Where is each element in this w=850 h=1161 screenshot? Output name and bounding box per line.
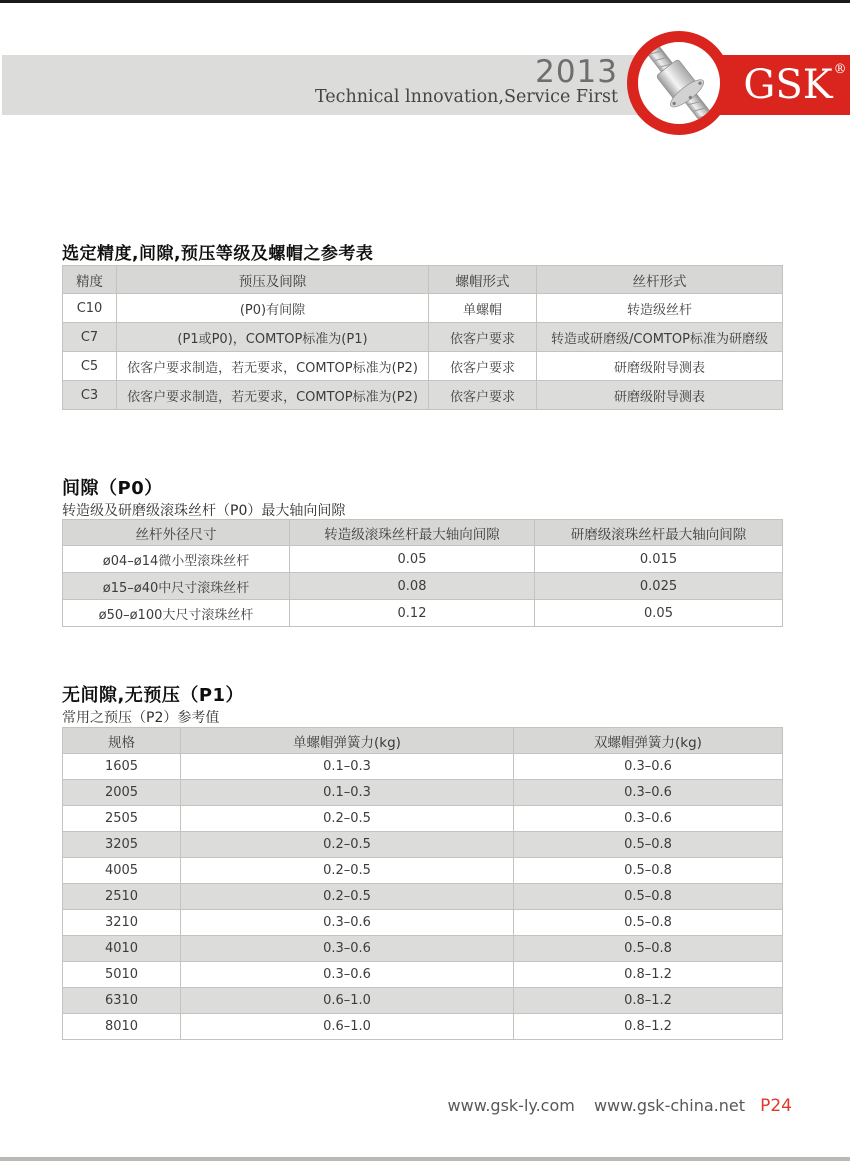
table-cell: 0.2–0.5	[181, 884, 514, 910]
table-cell: 0.08	[290, 573, 535, 600]
table-row	[63, 352, 783, 381]
table-cell: 0.8–1.2	[514, 988, 783, 1014]
table-cell: 0.5–0.8	[514, 832, 783, 858]
table-row	[63, 832, 783, 858]
table-cell: 0.6–1.0	[181, 1014, 514, 1040]
registered-trademark-icon: ®	[833, 62, 847, 77]
table-cell: 研磨级附导测表	[537, 352, 783, 381]
table-cell: 0.8–1.2	[514, 962, 783, 988]
table-cell: 依客户要求	[429, 352, 537, 381]
table-cell: 0.5–0.8	[514, 884, 783, 910]
table-row	[63, 988, 783, 1014]
table-cell: 0.2–0.5	[181, 858, 514, 884]
table-cell: 0.3–0.6	[181, 910, 514, 936]
footer-url-2: www.gsk-china.net	[593, 1096, 746, 1115]
section3-subtitle: 常用之预压（P2）参考值	[62, 710, 220, 726]
table-cell: 2510	[63, 884, 181, 910]
table-cell: 0.5–0.8	[514, 858, 783, 884]
column-header: 丝杆形式	[537, 266, 783, 294]
table-cell: C10	[63, 294, 117, 323]
table-cell: 0.2–0.5	[181, 806, 514, 832]
precision-reference-table	[62, 265, 783, 410]
preload-spring-force-table	[62, 727, 783, 1040]
table-cell: 0.12	[290, 600, 535, 627]
table-row	[63, 858, 783, 884]
section2-title: 间隙（P0）	[62, 478, 163, 499]
table-cell: 0.5–0.8	[514, 910, 783, 936]
table-cell: (P0)有间隙	[117, 294, 429, 323]
footer-url-1: www.gsk-ly.com	[447, 1096, 575, 1115]
column-header: 单螺帽弹簧力(kg)	[181, 728, 514, 754]
table-cell: 0.05	[290, 546, 535, 573]
table-header-row	[63, 728, 783, 754]
section3-title: 无间隙,无预压（P1）	[62, 685, 245, 706]
brand-logo-text	[743, 62, 847, 108]
table-cell: 4010	[63, 936, 181, 962]
table-cell: 0.1–0.3	[181, 780, 514, 806]
table-cell: 依客户要求制造，若无要求，COMTOP标准为(P2)	[117, 352, 429, 381]
section2-subtitle: 转造级及研磨级滚珠丝杆（P0）最大轴向间隙	[62, 503, 346, 519]
table-row	[63, 1014, 783, 1040]
table-row	[63, 780, 783, 806]
table-cell: 0.3–0.6	[514, 806, 783, 832]
table-row	[63, 600, 783, 627]
table-cell: 依客户要求	[429, 323, 537, 352]
section1-title: 选定精度,间隙,预压等级及螺帽之参考表	[62, 244, 374, 264]
table-cell: 0.3–0.6	[514, 780, 783, 806]
table-cell: 0.025	[535, 573, 783, 600]
catalog-year: 2013	[535, 54, 618, 90]
table-cell: 研磨级附导测表	[537, 381, 783, 410]
table-cell: 4005	[63, 858, 181, 884]
table-cell: 0.6–1.0	[181, 988, 514, 1014]
column-header: 预压及间隙	[117, 266, 429, 294]
table-row	[63, 754, 783, 780]
table-cell: ø15–ø40中尺寸滚珠丝杆	[63, 573, 290, 600]
table-header-row	[63, 520, 783, 546]
bottom-border-line	[0, 1157, 850, 1161]
table-cell: C7	[63, 323, 117, 352]
table-cell: ø50–ø100大尺寸滚珠丝杆	[63, 600, 290, 627]
top-border-line	[0, 0, 850, 3]
table-row	[63, 936, 783, 962]
column-header: 规格	[63, 728, 181, 754]
table-cell: ø04–ø14微小型滚珠丝杆	[63, 546, 290, 573]
table-cell: 6310	[63, 988, 181, 1014]
axial-clearance-table	[62, 519, 783, 627]
table-cell: 0.3–0.6	[181, 962, 514, 988]
table-cell: 5010	[63, 962, 181, 988]
page-footer	[448, 1096, 792, 1116]
ballscrew-logo-badge	[627, 31, 731, 135]
table-row	[63, 381, 783, 410]
table-cell: 8010	[63, 1014, 181, 1040]
brand-name: GSK	[743, 62, 833, 108]
table-header-row	[63, 266, 783, 294]
table-cell: (P1或P0)，COMTOP标准为(P1)	[117, 323, 429, 352]
table-cell: 依客户要求	[429, 381, 537, 410]
column-header: 转造级滚珠丝杆最大轴向间隙	[290, 520, 535, 546]
table-row	[63, 884, 783, 910]
company-slogan: Technical lnnovation,Service First	[314, 87, 618, 108]
table-cell: 3205	[63, 832, 181, 858]
column-header: 研磨级滚珠丝杆最大轴向间隙	[535, 520, 783, 546]
table-cell: 0.2–0.5	[181, 832, 514, 858]
table-cell: 3210	[63, 910, 181, 936]
column-header: 精度	[63, 266, 117, 294]
table-row	[63, 323, 783, 352]
column-header: 螺帽形式	[429, 266, 537, 294]
table-cell: 2505	[63, 806, 181, 832]
table-row	[63, 573, 783, 600]
table-row	[63, 546, 783, 573]
table-cell: 0.3–0.6	[181, 936, 514, 962]
column-header: 丝杆外径尺寸	[63, 520, 290, 546]
table-row	[63, 294, 783, 323]
table-cell: C5	[63, 352, 117, 381]
table-row	[63, 910, 783, 936]
table-row	[63, 806, 783, 832]
table-cell: 依客户要求制造，若无要求，COMTOP标准为(P2)	[117, 381, 429, 410]
header-text-block	[314, 54, 618, 108]
table-cell: 0.8–1.2	[514, 1014, 783, 1040]
table-cell: 1605	[63, 754, 181, 780]
table-cell: 转造级丝杆	[537, 294, 783, 323]
table-cell: 0.05	[535, 600, 783, 627]
column-header: 双螺帽弹簧力(kg)	[514, 728, 783, 754]
table-cell: 0.5–0.8	[514, 936, 783, 962]
table-cell: C3	[63, 381, 117, 410]
table-cell: 单螺帽	[429, 294, 537, 323]
page-number: P24	[760, 1096, 792, 1116]
table-row	[63, 962, 783, 988]
table-cell: 0.015	[535, 546, 783, 573]
table-cell: 0.3–0.6	[514, 754, 783, 780]
table-cell: 0.1–0.3	[181, 754, 514, 780]
table-cell: 转造或研磨级/COMTOP标准为研磨级	[537, 323, 783, 352]
ballscrew-image	[638, 42, 720, 124]
table-cell: 2005	[63, 780, 181, 806]
